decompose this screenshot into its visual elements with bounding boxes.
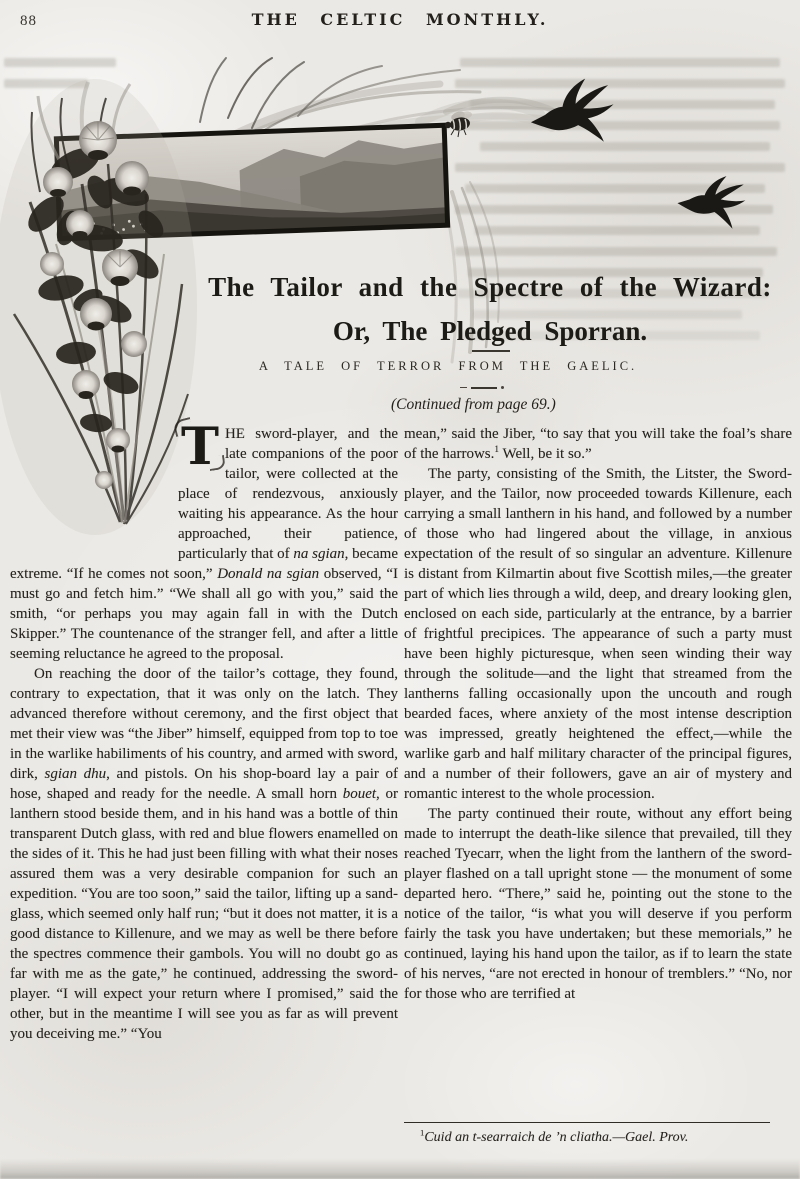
article-subtitle: A TALE OF TERROR FROM THE GAELIC. [258,359,638,373]
masthead: THE CELTIC MONTHLY. [251,10,549,29]
swallow-icon [528,77,616,147]
footnote [404,1122,776,1146]
bee-icon [445,110,473,137]
title-divider [472,350,510,352]
divider-dot [501,386,504,389]
divider-dash-long [471,387,497,389]
drop-cap: T [178,424,225,468]
paragraph: On reaching the door of the tailor’s cottage, they found, contrary to expectation, that it was only on the latch. They advanced therefore without ceremony, and the first object that met their view was “the Jiber” himself, equipped from top to toe in the warlike habiliments of his country, and armed with sword, dirk, sgian dhu, and pistols. On his shop-board lay a pair of hose, shaped and ready for the needle. A small horn bouet, or lanthern stood beside them, and in his hand was a bottle of thin transparent Dutch glass, with red and blue flowers enamelled on the sides of it. This he had just been filling with what their noses assured them was a very desirable companion for such an expedition. “You are too soon,” said the tailor, lifting up a sand-glass, which seemed only half run; “but it does not matter, it is a good distance to Killenure, and we may as well be there before the spectres commence their gambols. You will no doubt go as far with me as the gate,” he continued, addressing the sword-player. “I will expect your return where I promised,” said the other, but in the meantime I will see you as far as will prevent you deceiving me.” “You [10,666,398,1042]
landscape-vignette [56,125,447,238]
paragraph [10,417,398,664]
article-title [150,272,800,347]
subtitle-divider [460,386,520,389]
paragraph: The party continued their route, without any effort being made to interrupt the death-like silence that prevailed, till they reached Tyecarr, when the light from the lanthern of the sword-player flashed on a tall upright stone — the monument of some departed hero. “There,” said he, pointing out the stone to the notice of the tailor, “is what you will deserve if you perform fairly the task you have undertaken; but these memorials,” he continued, laying his hand upon the tailor, as if to learn the state of his nerves, “are not erected in honour of tremblers.” “No, nor for those who are terrified at [404,806,792,1002]
article-body [10,417,792,1044]
page-number: 88 [20,13,37,29]
bottom-scan-shadow [0,1159,800,1179]
swallow-icon-2 [675,171,747,229]
text-column-right [404,424,792,1044]
divider-dash-short [460,387,467,389]
paragraph: mean,” said the Jiber, “to say that you will take the foal’s share of the harrows.$^1$ Well, be it so.” [404,426,792,462]
title-line-1: The Tailor and the Spectre of the Wizard: [208,272,772,302]
page-header [0,10,800,29]
title-line-2: Or, The Pledged Sporran. [332,316,648,346]
text-column-left [10,417,398,1044]
footnote-text: $^1$Cuid an t-searraich de ’n cliatha.—Gael. Prov. [420,1127,689,1145]
paragraph-text: HE sword-player, and the late companions of the poor tailor, were collected at the place of rendezvous, anxiously waiting his appearance. As the hour approached, their patience, particularly that of na sgian, became extreme. “If he comes not soon,” Donald na sgian observed, “I must go and fetch him.” “We shall all go with you,” said the smith, “or perhaps you may again fall in with the Dutch Skipper.” The countenance of the stranger fell, and after a little seeming reluctance he agreed to the proposal. [10,426,398,662]
footnote-rule [404,1122,770,1123]
paragraph: The party, consisting of the Smith, the Litster, the Sword-player, and the Tailor, now proceeded towards Killenure, each carrying a small lanthern in his hand, and followed by a number of those who had lingered about the village, in anxious expectation of the result of so singular an adventure. Killenure is distant from Kilmartin about five Scottish miles,—the greater part of which lies through a wild, deep, and dreary looking glen, enclosed on each side, particularly at the entrance, by a barrier of frightful precipices. The appearance of such a party must have been highly picturesque, when seen winding their way through the solitude—and the light that streamed from the lantherns falling occasionally upon the uncouth and rough bearded faces, where anxiety of the most intense description was impressed, greatly heightened the effect,—while the warlike garb and half military character of the principal figures, and a number of their followers, gave an air of mystery and romantic interest to the whole procession. [404,466,792,802]
continued-note: (Continued from page 69.) [391,396,556,413]
illustration-spacer [10,424,178,552]
